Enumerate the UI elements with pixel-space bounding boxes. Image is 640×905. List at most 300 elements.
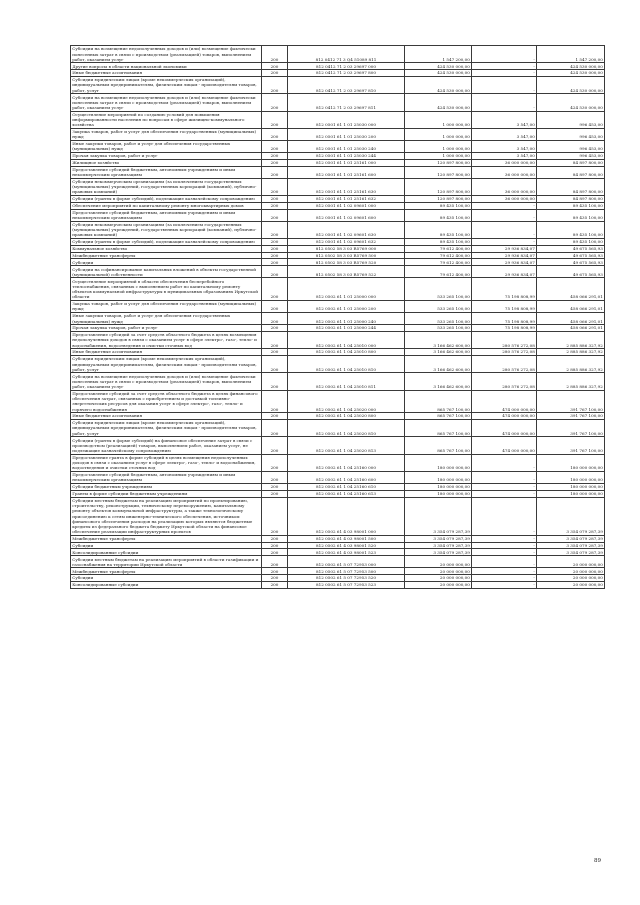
row-name: Субсидии юридическим лицам (кроме некоммерческих организаций), индивидуальным предпринимателям, физическим лицам - производителям товаров, работ, услуг xyxy=(71,355,262,372)
row-unexecuted-amount: 89 435 100,00 xyxy=(537,202,605,209)
row-classification-code: 812 0501 61 1 02 09601 630 xyxy=(288,221,405,238)
table-row xyxy=(71,70,605,77)
row-approved-amount: 1 000 000,00 xyxy=(405,111,472,128)
row-line-code: 200 xyxy=(262,259,288,266)
row-name: Осуществление мероприятий в области обеспечения бесперебойного теплоснабжения, связанных с выполнением работ по капитальному ремонту объектов коммунальной инфраструктуры в муниципальных образованиях Иркутской области xyxy=(71,278,262,301)
row-classification-code: 812 0502 61 1 04 25010 810 xyxy=(288,355,405,372)
row-name: Субсидии некоммерческим организациям (за исключением государственных (муниципальных) учреждений, государственных корпораций (компаний), публично-правовых компаний) xyxy=(71,178,262,195)
row-line-code: 200 xyxy=(262,575,288,582)
row-unexecuted-amount: 391 767 100,00 xyxy=(537,419,605,436)
row-approved-amount: 3 166 462 600,00 xyxy=(405,331,472,348)
row-executed-amount: 280 576 272,08 xyxy=(472,349,537,356)
row-executed-amount: - xyxy=(472,497,537,535)
row-line-code: 200 xyxy=(262,390,288,413)
row-line-code: 200 xyxy=(262,535,288,542)
row-executed-amount: - xyxy=(472,568,537,575)
row-name: Субсидии местным бюджетам на реализацию мероприятий в области газификации и газоснабжения на территории Иркутской области xyxy=(71,556,262,568)
row-executed-amount: - xyxy=(472,76,537,93)
row-line-code: 200 xyxy=(262,152,288,159)
row-name: Субсидии xyxy=(71,542,262,549)
row-classification-code: 812 0502 61 5 07 72953 000 xyxy=(288,556,405,568)
row-approved-amount: 865 767 100,00 xyxy=(405,413,472,420)
row-unexecuted-amount: 89 435 100,00 xyxy=(537,209,605,221)
row-executed-amount: 75 198 808,99 xyxy=(472,278,537,301)
row-name: Закупка товаров, работ и услуг для обеспечения государственных (муниципальных) нужд xyxy=(71,128,262,140)
row-classification-code: 812 0502 61 5 07 72953 500 xyxy=(288,568,405,575)
row-classification-code: 812 0412 71 2 03 29697 811 xyxy=(288,94,405,111)
row-classification-code: 812 0502 61 1 01 25000 000 xyxy=(288,278,405,301)
row-executed-amount: 75 198 808,99 xyxy=(472,300,537,312)
row-name: Консолидированные субсидии xyxy=(71,581,262,588)
row-classification-code: 812 0502 61 1 04 25010 800 xyxy=(288,349,405,356)
table-row xyxy=(71,278,605,301)
row-classification-code: 812 0501 61 1 02 09601 632 xyxy=(288,239,405,246)
row-line-code: 200 xyxy=(262,355,288,372)
row-classification-code: 812 0412 71 2 03 29697 800 xyxy=(288,70,405,77)
row-line-code: 200 xyxy=(262,300,288,312)
row-unexecuted-amount: 1 547 200,00 xyxy=(537,46,605,63)
row-approved-amount: 865 767 100,00 xyxy=(405,390,472,413)
table-row xyxy=(71,413,605,420)
table-row xyxy=(71,490,605,497)
row-line-code: 200 xyxy=(262,549,288,556)
row-name: Субсидии (гранты в форме субсидий) на финансовое обеспечение затрат в связи с производством (реализацией) товаров, выполнением работ, оказанием услуг, не подлежащие казначейскому сопровождению xyxy=(71,437,262,454)
row-classification-code: 812 0412 71 2 03 29697 000 xyxy=(288,63,405,70)
row-classification-code: 812 0502 61 1 04 25160 613 xyxy=(288,490,405,497)
row-executed-amount: 36 000 000,00 xyxy=(472,195,537,202)
table-row xyxy=(71,325,605,332)
row-line-code: 200 xyxy=(262,437,288,454)
row-unexecuted-amount: 424 530 000,00 xyxy=(537,63,605,70)
row-unexecuted-amount: 84 897 800,00 xyxy=(537,166,605,178)
row-executed-amount: - xyxy=(472,581,537,588)
row-name: Другие вопросы в области национальной экономики xyxy=(71,63,262,70)
row-name: Субсидии на возмещение недополученных доходов и (или) возмещение фактически понесенных затрат в связи с производством (реализацией) товаров, выполнением работ, оказанием услуг xyxy=(71,94,262,111)
table-row xyxy=(71,152,605,159)
row-unexecuted-amount: 424 530 000,00 xyxy=(537,94,605,111)
row-line-code: 200 xyxy=(262,556,288,568)
row-line-code: 200 xyxy=(262,325,288,332)
row-name: Предоставление субсидий бюджетным, автономным учреждениям и иным некоммерческим организациям xyxy=(71,209,262,221)
row-unexecuted-amount: 84 897 800,00 xyxy=(537,195,605,202)
row-executed-amount: - xyxy=(472,471,537,483)
row-approved-amount: 1 547 200,00 xyxy=(405,46,472,63)
row-line-code: 200 xyxy=(262,221,288,238)
row-unexecuted-amount: 84 897 800,00 xyxy=(537,159,605,166)
row-classification-code: 812 0502 61 5 07 72953 520 xyxy=(288,575,405,582)
row-unexecuted-amount: 84 897 800,00 xyxy=(537,178,605,195)
row-approved-amount: 424 530 000,00 xyxy=(405,94,472,111)
table-row xyxy=(71,202,605,209)
row-unexecuted-amount: 391 767 100,00 xyxy=(537,390,605,413)
row-classification-code: 812 0501 61 1 01 25161 630 xyxy=(288,178,405,195)
row-unexecuted-amount: 391 767 100,00 xyxy=(537,413,605,420)
row-executed-amount: 36 000 000,00 xyxy=(472,166,537,178)
row-unexecuted-amount: 458 066 291,01 xyxy=(537,312,605,324)
row-approved-amount: 89 435 100,00 xyxy=(405,221,472,238)
row-executed-amount: 29 936 834,07 xyxy=(472,266,537,278)
row-line-code: 200 xyxy=(262,94,288,111)
table-row xyxy=(71,331,605,348)
table-row xyxy=(71,542,605,549)
row-line-code: 200 xyxy=(262,331,288,348)
row-unexecuted-amount: 996 453,00 xyxy=(537,140,605,152)
row-unexecuted-amount: 49 675 565,93 xyxy=(537,245,605,252)
row-name: Прочая закупка товаров, работ и услуг xyxy=(71,152,262,159)
row-classification-code: 812 0502 61 1 04 25160 000 xyxy=(288,454,405,471)
row-classification-code: 812 0502 61 5 07 72953 523 xyxy=(288,581,405,588)
row-approved-amount: 120 897 800,00 xyxy=(405,166,472,178)
table-row xyxy=(71,437,605,454)
row-unexecuted-amount: 180 000 000,00 xyxy=(537,490,605,497)
row-unexecuted-amount: 424 530 000,00 xyxy=(537,70,605,77)
budget-execution-table xyxy=(70,45,605,589)
row-unexecuted-amount: 3 354 079 287,39 xyxy=(537,542,605,549)
row-name: Иные бюджетные ассигнования xyxy=(71,70,262,77)
row-executed-amount: - xyxy=(472,221,537,238)
row-unexecuted-amount: 49 675 565,93 xyxy=(537,252,605,259)
row-line-code: 200 xyxy=(262,178,288,195)
row-name: Гранты в форме субсидии бюджетным учреждениям xyxy=(71,490,262,497)
table-row xyxy=(71,111,605,128)
row-approved-amount: 424 530 000,00 xyxy=(405,70,472,77)
row-approved-amount: 1 000 000,00 xyxy=(405,152,472,159)
row-executed-amount: 29 936 834,07 xyxy=(472,245,537,252)
row-classification-code: 812 0502 61 1 01 25000 244 xyxy=(288,325,405,332)
row-name: Предоставление субсидий за счет средств областного бюджета в целях возмещения недополученных доходов в связи с оказанием услуг в сфере электро-, газо-, тепло- и водоснабжения, водоотведения и очистки сточных вод xyxy=(71,331,262,348)
row-line-code: 200 xyxy=(262,454,288,471)
row-approved-amount: 3 354 079 287,39 xyxy=(405,549,472,556)
row-classification-code: 812 0501 61 1 02 09601 000 xyxy=(288,202,405,209)
row-classification-code: 812 0502 61 1 04 25010 811 xyxy=(288,373,405,390)
row-line-code: 200 xyxy=(262,419,288,436)
row-unexecuted-amount: 996 453,00 xyxy=(537,128,605,140)
row-approved-amount: 3 354 079 287,39 xyxy=(405,542,472,549)
row-line-code: 200 xyxy=(262,483,288,490)
row-executed-amount: - xyxy=(472,46,537,63)
row-executed-amount: 29 936 834,07 xyxy=(472,252,537,259)
row-classification-code: 812 0501 61 1 01 25161 632 xyxy=(288,195,405,202)
row-executed-amount: - xyxy=(472,549,537,556)
row-executed-amount: - xyxy=(472,490,537,497)
table-row xyxy=(71,390,605,413)
row-name: Субсидии на возмещение недополученных доходов и (или) возмещение фактически понесенных затрат в связи с производством (реализацией) товаров, выполнением работ, оказанием услуг xyxy=(71,46,262,63)
row-approved-amount: 79 612 400,00 xyxy=(405,252,472,259)
row-name: Предоставление субсидий бюджетным, автономным учреждениям и иным некоммерческим организациям xyxy=(71,166,262,178)
row-line-code: 200 xyxy=(262,245,288,252)
row-name: Субсидии местным бюджетам на реализацию мероприятий по проектированию, строительству, реконструкции, техническому перевооружению, капитальному ремонту объектов коммунальной инфраструктуры, а также технологическому присоединению к сетям инженерно-технического обеспечения, источником финансового обеспечения расходов на реализацию которых являются бюджетные кредиты из федерального бюджета бюджету Иркутской области на финансовое обеспечение реализации инфраструктурных проектов xyxy=(71,497,262,535)
row-unexecuted-amount: 996 453,00 xyxy=(537,111,605,128)
row-approved-amount: 180 000 000,00 xyxy=(405,483,472,490)
table-row xyxy=(71,581,605,588)
row-approved-amount: 89 435 100,00 xyxy=(405,209,472,221)
row-name: Межбюджетные трансферты xyxy=(71,568,262,575)
table-row xyxy=(71,419,605,436)
row-name: Субсидии некоммерческим организациям (за исключением государственных (муниципальных) учреждений, государственных корпораций (компаний), публично-правовых компаний) xyxy=(71,221,262,238)
row-name: Субсидии (гранты в форме субсидий), подлежащие казначейскому сопровождению xyxy=(71,239,262,246)
row-name: Субсидии xyxy=(71,259,262,266)
row-executed-amount: 474 000 000,00 xyxy=(472,419,537,436)
row-classification-code: 812 0502 61 4 03 98001 520 xyxy=(288,542,405,549)
row-executed-amount: - xyxy=(472,70,537,77)
row-executed-amount: - xyxy=(472,239,537,246)
row-classification-code: 812 0502 61 1 04 25020 810 xyxy=(288,419,405,436)
row-name: Предоставление субсидий за счет средств областного бюджета в целях финансового обеспечения затрат, связанных с приобретением и доставкой топливно-энергетических ресурсов для оказания услуг в сфере электро-, газо-, тепло- и горячего водоснабжения xyxy=(71,390,262,413)
row-approved-amount: 180 000 000,00 xyxy=(405,471,472,483)
row-approved-amount: 1 000 000,00 xyxy=(405,140,472,152)
row-unexecuted-amount: 2 885 886 327,92 xyxy=(537,331,605,348)
row-classification-code: 812 0502 58 3 03 R5769 520 xyxy=(288,259,405,266)
row-approved-amount: 20 000 000,00 xyxy=(405,568,472,575)
row-unexecuted-amount: 49 675 565,93 xyxy=(537,266,605,278)
row-approved-amount: 120 897 800,00 xyxy=(405,159,472,166)
row-approved-amount: 1 000 000,00 xyxy=(405,128,472,140)
row-approved-amount: 79 612 400,00 xyxy=(405,266,472,278)
table-row xyxy=(71,312,605,324)
row-name: Жилищное хозяйство xyxy=(71,159,262,166)
table-row xyxy=(71,94,605,111)
row-line-code: 200 xyxy=(262,252,288,259)
table-row xyxy=(71,209,605,221)
row-executed-amount: 75 198 808,99 xyxy=(472,325,537,332)
row-approved-amount: 424 530 000,00 xyxy=(405,63,472,70)
row-approved-amount: 20 000 000,00 xyxy=(405,581,472,588)
row-line-code: 200 xyxy=(262,542,288,549)
table-row xyxy=(71,355,605,372)
table-row xyxy=(71,76,605,93)
row-approved-amount: 3 166 462 600,00 xyxy=(405,355,472,372)
row-name: Предоставление гранта в форме субсидий в целях возмещения недополученных доходов в связи с оказанием услуг в сфере электро-, газо-, тепло- и водоснабжения, водоотведения и очистки сточных вод xyxy=(71,454,262,471)
row-unexecuted-amount: 2 885 886 327,92 xyxy=(537,373,605,390)
row-name: Субсидии xyxy=(71,575,262,582)
row-executed-amount: 474 000 000,00 xyxy=(472,413,537,420)
row-unexecuted-amount: 20 000 000,00 xyxy=(537,556,605,568)
row-line-code: 200 xyxy=(262,413,288,420)
row-line-code: 200 xyxy=(262,159,288,166)
table-row xyxy=(71,159,605,166)
row-executed-amount: - xyxy=(472,556,537,568)
document-page xyxy=(70,45,604,589)
row-classification-code: 812 0501 61 1 01 25161 000 xyxy=(288,159,405,166)
row-executed-amount: 3 547,00 xyxy=(472,111,537,128)
row-unexecuted-amount: 180 000 000,00 xyxy=(537,471,605,483)
row-approved-amount: 79 612 400,00 xyxy=(405,245,472,252)
table-row xyxy=(71,245,605,252)
row-executed-amount: - xyxy=(472,542,537,549)
row-classification-code: 812 0502 58 3 03 R5769 522 xyxy=(288,266,405,278)
row-line-code: 200 xyxy=(262,209,288,221)
row-name: Иные закупки товаров, работ и услуг для обеспечения государственных (муниципальных) нужд xyxy=(71,312,262,324)
row-name: Иные бюджетные ассигнования xyxy=(71,413,262,420)
row-executed-amount: 3 547,00 xyxy=(472,140,537,152)
row-name: Субсидии на возмещение недополученных доходов и (или) возмещение фактически понесенных затрат в связи с производством (реализацией) товаров, выполнением работ, оказанием услуг xyxy=(71,373,262,390)
row-approved-amount: 865 767 100,00 xyxy=(405,419,472,436)
table-row xyxy=(71,140,605,152)
row-executed-amount: - xyxy=(472,535,537,542)
table-row xyxy=(71,471,605,483)
row-line-code: 200 xyxy=(262,278,288,301)
row-line-code: 200 xyxy=(262,111,288,128)
row-line-code: 200 xyxy=(262,202,288,209)
row-classification-code: 812 0502 61 1 01 25000 200 xyxy=(288,300,405,312)
row-executed-amount: - xyxy=(472,483,537,490)
row-line-code: 200 xyxy=(262,128,288,140)
row-line-code: 200 xyxy=(262,349,288,356)
row-approved-amount: 865 767 100,00 xyxy=(405,437,472,454)
row-classification-code: 812 0502 61 4 03 98001 500 xyxy=(288,535,405,542)
row-classification-code: 812 0502 61 4 03 98001 000 xyxy=(288,497,405,535)
row-executed-amount: 474 000 000,00 xyxy=(472,390,537,413)
row-unexecuted-amount: 458 066 291,01 xyxy=(537,325,605,332)
row-line-code: 200 xyxy=(262,471,288,483)
table-row xyxy=(71,46,605,63)
row-unexecuted-amount: 180 000 000,00 xyxy=(537,483,605,490)
row-name: Иные бюджетные ассигнования xyxy=(71,349,262,356)
row-approved-amount: 89 435 100,00 xyxy=(405,202,472,209)
row-approved-amount: 3 166 462 600,00 xyxy=(405,373,472,390)
row-executed-amount: - xyxy=(472,209,537,221)
row-approved-amount: 180 000 000,00 xyxy=(405,490,472,497)
table-row xyxy=(71,128,605,140)
row-approved-amount: 20 000 000,00 xyxy=(405,556,472,568)
row-unexecuted-amount: 458 066 291,01 xyxy=(537,300,605,312)
row-unexecuted-amount: 20 000 000,00 xyxy=(537,568,605,575)
row-name: Иные закупки товаров, работ и услуг для обеспечения государственных (муниципальных) нужд xyxy=(71,140,262,152)
row-approved-amount: 533 265 100,00 xyxy=(405,300,472,312)
row-unexecuted-amount: 180 000 000,00 xyxy=(537,454,605,471)
row-executed-amount: 474 000 000,00 xyxy=(472,437,537,454)
row-unexecuted-amount: 996 453,00 xyxy=(537,152,605,159)
row-name: Консолидированные субсидии xyxy=(71,549,262,556)
row-executed-amount: - xyxy=(472,575,537,582)
row-unexecuted-amount: 20 000 000,00 xyxy=(537,581,605,588)
row-line-code: 200 xyxy=(262,46,288,63)
row-line-code: 200 xyxy=(262,373,288,390)
row-classification-code: 812 0501 61 1 01 25030 240 xyxy=(288,140,405,152)
row-classification-code: 812 0501 61 1 01 25030 244 xyxy=(288,152,405,159)
row-line-code: 200 xyxy=(262,266,288,278)
row-line-code: 200 xyxy=(262,490,288,497)
table-row xyxy=(71,195,605,202)
row-classification-code: 812 0501 61 1 01 25030 200 xyxy=(288,128,405,140)
row-executed-amount: 29 936 834,07 xyxy=(472,259,537,266)
row-unexecuted-amount: 2 885 886 327,92 xyxy=(537,355,605,372)
row-classification-code: 812 0502 61 1 04 25160 610 xyxy=(288,483,405,490)
row-line-code: 200 xyxy=(262,63,288,70)
row-classification-code: 812 0502 61 1 04 25020 000 xyxy=(288,390,405,413)
row-approved-amount: 120 897 800,00 xyxy=(405,178,472,195)
row-unexecuted-amount: 3 354 079 287,39 xyxy=(537,549,605,556)
table-row xyxy=(71,63,605,70)
row-unexecuted-amount: 89 435 100,00 xyxy=(537,221,605,238)
row-executed-amount: - xyxy=(472,202,537,209)
row-classification-code: 812 0502 61 1 04 25160 600 xyxy=(288,471,405,483)
row-executed-amount: 280 576 272,08 xyxy=(472,373,537,390)
row-classification-code: 812 0502 61 1 04 25010 000 xyxy=(288,331,405,348)
table-row xyxy=(71,556,605,568)
row-classification-code: 812 0412 71 3 Q4 51089 811 xyxy=(288,46,405,63)
row-line-code: 200 xyxy=(262,239,288,246)
row-unexecuted-amount: 20 000 000,00 xyxy=(537,575,605,582)
table-row xyxy=(71,266,605,278)
row-name: Субсидии юридическим лицам (кроме некоммерческих организаций), индивидуальным предпринимателям, физическим лицам - производителям товаров, работ, услуг xyxy=(71,76,262,93)
row-unexecuted-amount: 3 354 079 287,39 xyxy=(537,535,605,542)
row-approved-amount: 3 354 079 287,39 xyxy=(405,497,472,535)
row-approved-amount: 3 354 079 287,39 xyxy=(405,535,472,542)
row-name: Закупка товаров, работ и услуг для обеспечения государственных (муниципальных) нужд xyxy=(71,300,262,312)
row-classification-code: 812 0501 61 1 01 25030 000 xyxy=(288,111,405,128)
table-row xyxy=(71,483,605,490)
row-line-code: 200 xyxy=(262,195,288,202)
page-number: 89 xyxy=(594,858,601,864)
row-unexecuted-amount: 49 675 565,93 xyxy=(537,259,605,266)
table-row xyxy=(71,349,605,356)
row-executed-amount: 75 198 808,99 xyxy=(472,312,537,324)
row-line-code: 200 xyxy=(262,497,288,535)
row-classification-code: 812 0502 61 1 01 25000 240 xyxy=(288,312,405,324)
row-executed-amount: 280 576 272,08 xyxy=(472,355,537,372)
row-name: Межбюджетные трансферты xyxy=(71,535,262,542)
table-row xyxy=(71,454,605,471)
table-row xyxy=(71,535,605,542)
row-classification-code: 812 0502 61 1 04 25020 800 xyxy=(288,413,405,420)
row-unexecuted-amount: 3 354 079 287,39 xyxy=(537,497,605,535)
table-row xyxy=(71,166,605,178)
row-classification-code: 812 0501 61 1 01 25161 600 xyxy=(288,166,405,178)
row-classification-code: 812 0502 58 3 03 R5769 000 xyxy=(288,245,405,252)
row-approved-amount: 120 897 800,00 xyxy=(405,195,472,202)
row-executed-amount: 3 547,00 xyxy=(472,128,537,140)
row-unexecuted-amount: 391 767 100,00 xyxy=(537,437,605,454)
row-approved-amount: 533 265 100,00 xyxy=(405,325,472,332)
row-classification-code: 812 0502 61 4 03 98001 523 xyxy=(288,549,405,556)
row-executed-amount: 36 000 000,00 xyxy=(472,159,537,166)
row-unexecuted-amount: 424 530 000,00 xyxy=(537,76,605,93)
row-classification-code: 812 0501 61 1 02 09601 600 xyxy=(288,209,405,221)
row-line-code: 200 xyxy=(262,140,288,152)
row-approved-amount: 424 530 000,00 xyxy=(405,76,472,93)
row-name: Субсидии юридическим лицам (кроме некоммерческих организаций), индивидуальным предпринимателям, физическим лицам - производителям товаров, работ, услуг xyxy=(71,419,262,436)
row-line-code: 200 xyxy=(262,76,288,93)
row-executed-amount: - xyxy=(472,454,537,471)
row-unexecuted-amount: 89 435 100,00 xyxy=(537,239,605,246)
row-classification-code: 812 0412 71 2 03 29697 810 xyxy=(288,76,405,93)
table-row xyxy=(71,373,605,390)
row-unexecuted-amount: 458 066 291,01 xyxy=(537,278,605,301)
row-name: Прочая закупка товаров, работ и услуг xyxy=(71,325,262,332)
table-row xyxy=(71,252,605,259)
row-line-code: 200 xyxy=(262,568,288,575)
row-name: Предоставление субсидий бюджетным, автономным учреждениям и иным некоммерческим организациям xyxy=(71,471,262,483)
table-row xyxy=(71,568,605,575)
table-row xyxy=(71,178,605,195)
row-executed-amount: - xyxy=(472,94,537,111)
row-name: Субсидии (гранты в форме субсидий), подлежащие казначейскому сопровождению xyxy=(71,195,262,202)
row-line-code: 200 xyxy=(262,312,288,324)
row-unexecuted-amount: 2 885 886 327,92 xyxy=(537,349,605,356)
table-row xyxy=(71,300,605,312)
row-executed-amount: 36 000 000,00 xyxy=(472,178,537,195)
row-name: Субсидии на софинансирование капитальных вложений в объекты государственной (муниципальной) собственности xyxy=(71,266,262,278)
row-approved-amount: 533 265 100,00 xyxy=(405,278,472,301)
row-name: Межбюджетные трансферты xyxy=(71,252,262,259)
table-row xyxy=(71,497,605,535)
table-body xyxy=(71,46,605,589)
row-approved-amount: 79 612 400,00 xyxy=(405,259,472,266)
row-name: Субсидии бюджетным учреждениям xyxy=(71,483,262,490)
row-approved-amount: 180 000 000,00 xyxy=(405,454,472,471)
table-row xyxy=(71,549,605,556)
